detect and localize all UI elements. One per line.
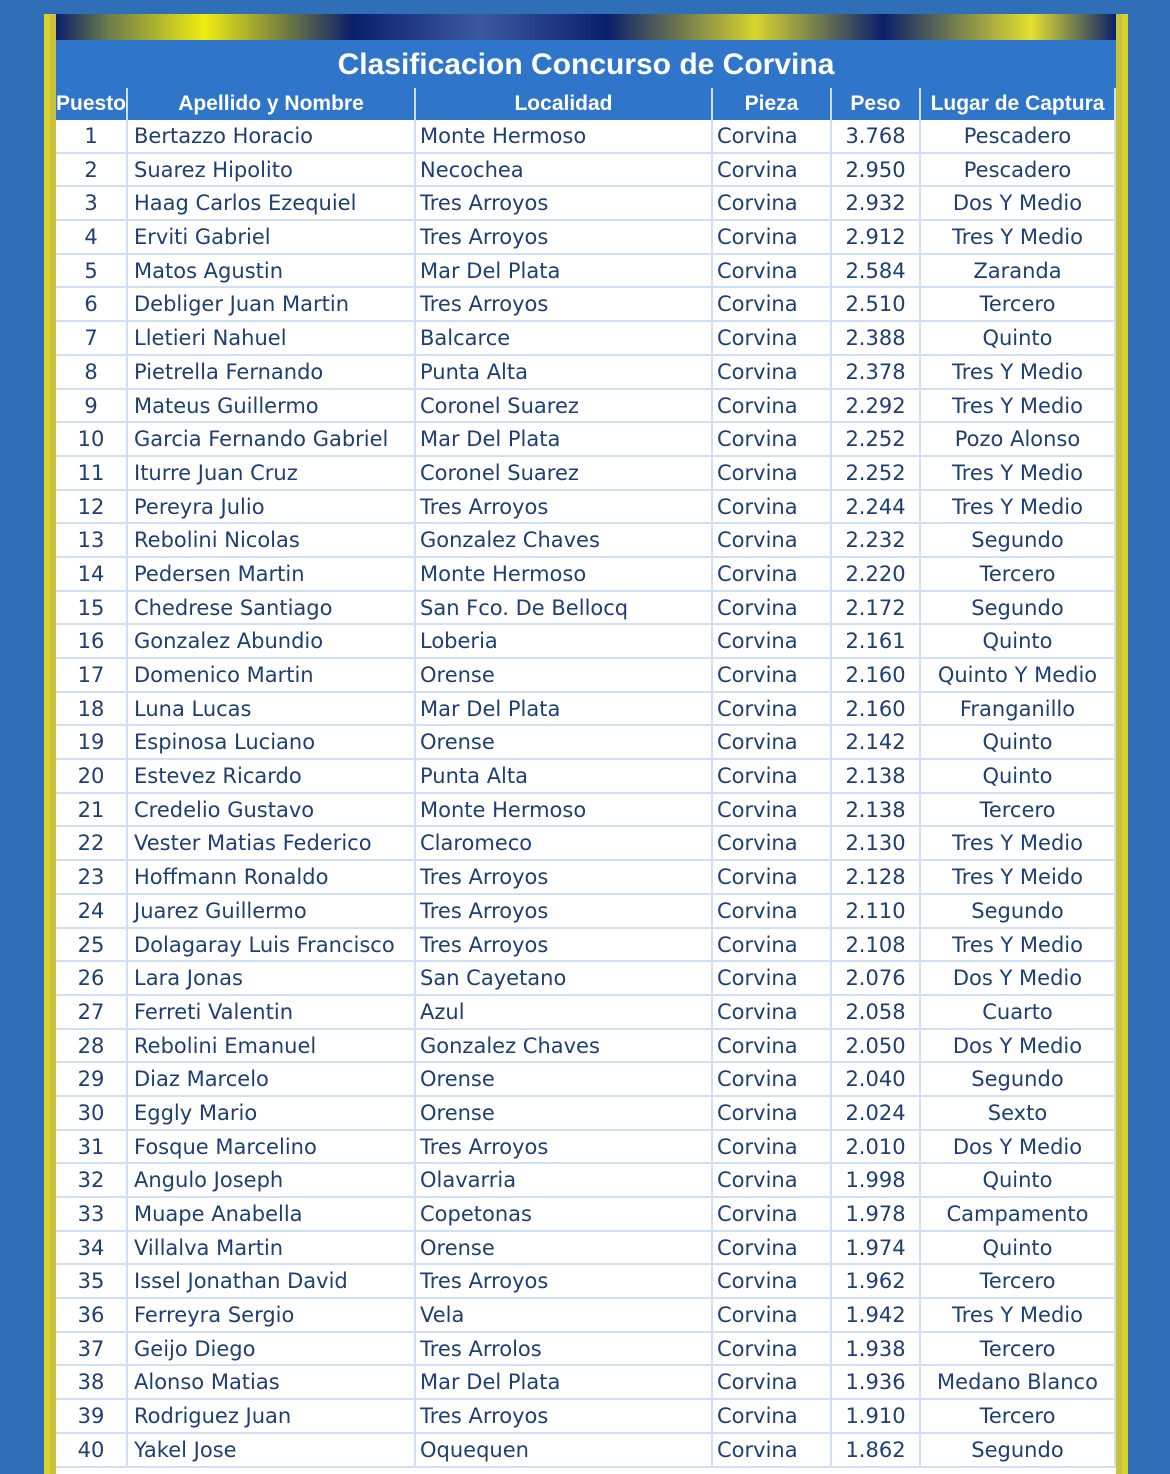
cell-pieza: Corvina — [713, 255, 832, 287]
cell-localidad: Tres Arroyos — [416, 861, 713, 893]
cell-peso: 2.912 — [832, 221, 921, 253]
cell-peso: 2.932 — [832, 187, 921, 219]
cell-puesto: 40 — [56, 1434, 128, 1466]
cell-pieza: Corvina — [713, 592, 832, 624]
cell-peso: 1.862 — [832, 1434, 921, 1466]
cell-localidad: Gonzalez Chaves — [416, 1030, 713, 1062]
cell-puesto: 16 — [56, 625, 128, 657]
cell-pieza: Corvina — [713, 962, 832, 994]
cell-nombre: Domenico Martin — [128, 659, 416, 691]
cell-lugar: Segundo — [921, 1063, 1116, 1095]
cell-pieza: Corvina — [713, 1030, 832, 1062]
cell-nombre: Matos Agustin — [128, 255, 416, 287]
cell-peso: 2.040 — [832, 1063, 921, 1095]
cell-lugar: Dos Y Medio — [921, 187, 1116, 219]
cell-nombre: Alonso Matias — [128, 1366, 416, 1398]
cell-lugar: Pescadero — [921, 154, 1116, 186]
cell-localidad: Loberia — [416, 625, 713, 657]
cell-nombre: Luna Lucas — [128, 693, 416, 725]
table-row — [56, 625, 1116, 659]
cell-lugar: Cuarto — [921, 996, 1116, 1028]
cell-peso: 2.110 — [832, 895, 921, 927]
header-nombre: Apellido y Nombre — [128, 88, 416, 120]
cell-puesto: 14 — [56, 558, 128, 590]
cell-puesto: 17 — [56, 659, 128, 691]
cell-puesto: 10 — [56, 423, 128, 455]
cell-peso: 2.138 — [832, 760, 921, 792]
cell-localidad: San Cayetano — [416, 962, 713, 994]
cell-localidad: Mar Del Plata — [416, 1366, 713, 1398]
table-row — [56, 322, 1116, 356]
header-localidad: Localidad — [416, 88, 713, 120]
cell-peso: 2.058 — [832, 996, 921, 1028]
cell-pieza: Corvina — [713, 558, 832, 590]
cell-peso: 2.128 — [832, 861, 921, 893]
cell-puesto: 24 — [56, 895, 128, 927]
cell-peso: 2.160 — [832, 693, 921, 725]
cell-peso: 2.138 — [832, 794, 921, 826]
cell-puesto: 2 — [56, 154, 128, 186]
cell-peso: 2.232 — [832, 524, 921, 556]
cell-nombre: Yakel Jose — [128, 1434, 416, 1466]
cell-nombre: Erviti Gabriel — [128, 221, 416, 253]
header-peso: Peso — [832, 88, 921, 120]
cell-localidad: Orense — [416, 1063, 713, 1095]
table-row — [56, 1333, 1116, 1367]
cell-localidad: Monte Hermoso — [416, 558, 713, 590]
cell-localidad: Gonzalez Chaves — [416, 524, 713, 556]
cell-lugar: Franganillo — [921, 693, 1116, 725]
cell-pieza: Corvina — [713, 120, 832, 152]
decorative-gradient-bar — [56, 14, 1116, 40]
table-row — [56, 794, 1116, 828]
cell-localidad: Punta Alta — [416, 760, 713, 792]
cell-nombre: Rodriguez Juan — [128, 1400, 416, 1432]
table-row — [56, 693, 1116, 727]
cell-nombre: Haag Carlos Ezequiel — [128, 187, 416, 219]
cell-lugar: Quinto — [921, 726, 1116, 758]
cell-puesto: 27 — [56, 996, 128, 1028]
cell-puesto: 22 — [56, 827, 128, 859]
cell-peso: 2.252 — [832, 457, 921, 489]
cell-pieza: Corvina — [713, 491, 832, 523]
cell-peso: 1.978 — [832, 1198, 921, 1230]
cell-nombre: Garcia Fernando Gabriel — [128, 423, 416, 455]
header-lugar: Lugar de Captura — [921, 88, 1116, 120]
cell-pieza: Corvina — [713, 1434, 832, 1466]
cell-peso: 2.161 — [832, 625, 921, 657]
cell-peso: 2.160 — [832, 659, 921, 691]
cell-nombre: Debliger Juan Martin — [128, 288, 416, 320]
cell-localidad: Tres Arroyos — [416, 1265, 713, 1297]
cell-lugar: Quinto — [921, 760, 1116, 792]
table-row — [56, 221, 1116, 255]
cell-lugar: Tercero — [921, 1333, 1116, 1365]
cell-localidad: Oquequen — [416, 1434, 713, 1466]
cell-pieza: Corvina — [713, 356, 832, 388]
table-container — [56, 14, 1116, 1474]
cell-peso: 2.130 — [832, 827, 921, 859]
cell-peso: 1.998 — [832, 1164, 921, 1196]
cell-localidad: Tres Arroyos — [416, 288, 713, 320]
cell-pieza: Corvina — [713, 423, 832, 455]
cell-pieza: Corvina — [713, 929, 832, 961]
cell-nombre: Lara Jonas — [128, 962, 416, 994]
cell-puesto: 29 — [56, 1063, 128, 1095]
cell-pieza: Corvina — [713, 827, 832, 859]
cell-lugar: Tercero — [921, 558, 1116, 590]
table-row — [56, 760, 1116, 794]
cell-pieza: Corvina — [713, 861, 832, 893]
cell-pieza: Corvina — [713, 288, 832, 320]
cell-localidad: Coronel Suarez — [416, 457, 713, 489]
cell-lugar: Quinto — [921, 322, 1116, 354]
cell-pieza: Corvina — [713, 1299, 832, 1331]
cell-pieza: Corvina — [713, 1265, 832, 1297]
cell-localidad: Tres Arroyos — [416, 1131, 713, 1163]
header-pieza: Pieza — [713, 88, 832, 120]
cell-peso: 2.950 — [832, 154, 921, 186]
table-row — [56, 1131, 1116, 1165]
table-row — [56, 558, 1116, 592]
cell-puesto: 1 — [56, 120, 128, 152]
cell-lugar: Campamento — [921, 1198, 1116, 1230]
cell-puesto: 20 — [56, 760, 128, 792]
table-row — [56, 1063, 1116, 1097]
table-row — [56, 154, 1116, 188]
cell-pieza: Corvina — [713, 1063, 832, 1095]
cell-localidad: Mar Del Plata — [416, 255, 713, 287]
cell-pieza: Corvina — [713, 390, 832, 422]
cell-nombre: Eggly Mario — [128, 1097, 416, 1129]
cell-localidad: Claromeco — [416, 827, 713, 859]
cell-localidad: Coronel Suarez — [416, 390, 713, 422]
cell-lugar: Segundo — [921, 1434, 1116, 1466]
cell-localidad: Tres Arroyos — [416, 895, 713, 927]
cell-lugar: Sexto — [921, 1097, 1116, 1129]
cell-nombre: Lletieri Nahuel — [128, 322, 416, 354]
cell-nombre: Issel Jonathan David — [128, 1265, 416, 1297]
cell-pieza: Corvina — [713, 1400, 832, 1432]
cell-localidad: Orense — [416, 1232, 713, 1264]
cell-localidad: Monte Hermoso — [416, 120, 713, 152]
cell-puesto: 5 — [56, 255, 128, 287]
cell-localidad: Vela — [416, 1299, 713, 1331]
cell-lugar: Quinto — [921, 1164, 1116, 1196]
table-row — [56, 1232, 1116, 1266]
cell-nombre: Iturre Juan Cruz — [128, 457, 416, 489]
cell-peso: 2.584 — [832, 255, 921, 287]
cell-pieza: Corvina — [713, 1333, 832, 1365]
cell-lugar: Quinto Y Medio — [921, 659, 1116, 691]
table-frame — [44, 14, 1128, 1474]
cell-lugar: Pescadero — [921, 120, 1116, 152]
table-row — [56, 1366, 1116, 1400]
cell-peso: 1.974 — [832, 1232, 921, 1264]
table-row — [56, 423, 1116, 457]
cell-puesto: 25 — [56, 929, 128, 961]
cell-nombre: Espinosa Luciano — [128, 726, 416, 758]
cell-lugar: Tres Y Medio — [921, 457, 1116, 489]
cell-peso: 2.388 — [832, 322, 921, 354]
cell-lugar: Tercero — [921, 1400, 1116, 1432]
cell-peso: 1.910 — [832, 1400, 921, 1432]
cell-peso: 2.172 — [832, 592, 921, 624]
cell-puesto: 30 — [56, 1097, 128, 1129]
cell-lugar: Segundo — [921, 524, 1116, 556]
cell-puesto: 18 — [56, 693, 128, 725]
cell-pieza: Corvina — [713, 625, 832, 657]
cell-puesto: 15 — [56, 592, 128, 624]
cell-nombre: Chedrese Santiago — [128, 592, 416, 624]
table-row — [56, 255, 1116, 289]
table-row — [56, 1299, 1116, 1333]
cell-pieza: Corvina — [713, 693, 832, 725]
cell-pieza: Corvina — [713, 996, 832, 1028]
cell-pieza: Corvina — [713, 1198, 832, 1230]
cell-localidad: Orense — [416, 1097, 713, 1129]
cell-lugar: Tercero — [921, 1265, 1116, 1297]
cell-puesto: 6 — [56, 288, 128, 320]
table-row — [56, 457, 1116, 491]
table-row — [56, 1434, 1116, 1468]
cell-peso: 2.108 — [832, 929, 921, 961]
cell-peso: 3.768 — [832, 120, 921, 152]
cell-puesto: 3 — [56, 187, 128, 219]
cell-nombre: Fosque Marcelino — [128, 1131, 416, 1163]
cell-lugar: Pozo Alonso — [921, 423, 1116, 455]
cell-localidad: Tres Arroyos — [416, 929, 713, 961]
table-row — [56, 390, 1116, 424]
cell-nombre: Villalva Martin — [128, 1232, 416, 1264]
cell-lugar: Tres Y Medio — [921, 929, 1116, 961]
cell-lugar: Segundo — [921, 895, 1116, 927]
cell-puesto: 7 — [56, 322, 128, 354]
cell-pieza: Corvina — [713, 1366, 832, 1398]
cell-pieza: Corvina — [713, 154, 832, 186]
table-row — [56, 1164, 1116, 1198]
cell-nombre: Dolagaray Luis Francisco — [128, 929, 416, 961]
cell-puesto: 21 — [56, 794, 128, 826]
cell-puesto: 23 — [56, 861, 128, 893]
cell-nombre: Pedersen Martin — [128, 558, 416, 590]
cell-lugar: Tres Y Medio — [921, 1299, 1116, 1331]
cell-nombre: Juarez Guillermo — [128, 895, 416, 927]
table-row — [56, 827, 1116, 861]
cell-nombre: Ferreti Valentin — [128, 996, 416, 1028]
cell-lugar: Zaranda — [921, 255, 1116, 287]
table-row — [56, 120, 1116, 154]
frame-border-left — [44, 14, 50, 1474]
cell-nombre: Estevez Ricardo — [128, 760, 416, 792]
cell-lugar: Quinto — [921, 625, 1116, 657]
cell-nombre: Rebolini Nicolas — [128, 524, 416, 556]
table-row — [56, 491, 1116, 525]
cell-pieza: Corvina — [713, 1097, 832, 1129]
cell-puesto: 28 — [56, 1030, 128, 1062]
table-row — [56, 1097, 1116, 1131]
cell-puesto: 12 — [56, 491, 128, 523]
cell-peso: 2.010 — [832, 1131, 921, 1163]
cell-peso: 2.510 — [832, 288, 921, 320]
cell-puesto: 38 — [56, 1366, 128, 1398]
table-body — [56, 120, 1116, 1468]
cell-puesto: 11 — [56, 457, 128, 489]
cell-lugar: Tres Y Medio — [921, 491, 1116, 523]
cell-nombre: Geijo Diego — [128, 1333, 416, 1365]
cell-localidad: Monte Hermoso — [416, 794, 713, 826]
table-row — [56, 726, 1116, 760]
page-title: Clasificacion Concurso de Corvina — [56, 40, 1116, 90]
cell-lugar: Dos Y Medio — [921, 1131, 1116, 1163]
cell-localidad: Necochea — [416, 154, 713, 186]
cell-lugar: Tercero — [921, 288, 1116, 320]
table-row — [56, 1265, 1116, 1299]
cell-peso: 2.292 — [832, 390, 921, 422]
cell-puesto: 31 — [56, 1131, 128, 1163]
cell-nombre: Hoffmann Ronaldo — [128, 861, 416, 893]
table-row — [56, 1400, 1116, 1434]
cell-pieza: Corvina — [713, 524, 832, 556]
table-row — [56, 356, 1116, 390]
cell-pieza: Corvina — [713, 1131, 832, 1163]
cell-nombre: Mateus Guillermo — [128, 390, 416, 422]
cell-puesto: 36 — [56, 1299, 128, 1331]
header-puesto: Puesto — [56, 88, 128, 120]
table-row — [56, 895, 1116, 929]
cell-nombre: Gonzalez Abundio — [128, 625, 416, 657]
table-row — [56, 187, 1116, 221]
cell-pieza: Corvina — [713, 895, 832, 927]
cell-lugar: Dos Y Medio — [921, 1030, 1116, 1062]
table-row — [56, 592, 1116, 626]
cell-localidad: Punta Alta — [416, 356, 713, 388]
cell-peso: 1.936 — [832, 1366, 921, 1398]
cell-peso: 2.142 — [832, 726, 921, 758]
cell-localidad: Olavarria — [416, 1164, 713, 1196]
cell-puesto: 33 — [56, 1198, 128, 1230]
cell-nombre: Vester Matias Federico — [128, 827, 416, 859]
table-row — [56, 929, 1116, 963]
table-row — [56, 861, 1116, 895]
table-row — [56, 962, 1116, 996]
cell-puesto: 26 — [56, 962, 128, 994]
cell-nombre: Muape Anabella — [128, 1198, 416, 1230]
cell-pieza: Corvina — [713, 794, 832, 826]
cell-peso: 2.252 — [832, 423, 921, 455]
cell-pieza: Corvina — [713, 322, 832, 354]
cell-localidad: Tres Arroyos — [416, 1400, 713, 1432]
table-row — [56, 1198, 1116, 1232]
cell-peso: 2.220 — [832, 558, 921, 590]
cell-localidad: Tres Arroyos — [416, 187, 713, 219]
cell-localidad: Tres Arroyos — [416, 221, 713, 253]
cell-pieza: Corvina — [713, 187, 832, 219]
cell-nombre: Bertazzo Horacio — [128, 120, 416, 152]
table-row — [56, 1030, 1116, 1064]
cell-lugar: Tres Y Medio — [921, 356, 1116, 388]
cell-puesto: 39 — [56, 1400, 128, 1432]
cell-lugar: Tres Y Medio — [921, 221, 1116, 253]
cell-pieza: Corvina — [713, 221, 832, 253]
cell-localidad: Balcarce — [416, 322, 713, 354]
table-row — [56, 524, 1116, 558]
cell-peso: 2.378 — [832, 356, 921, 388]
cell-localidad: Orense — [416, 659, 713, 691]
cell-peso: 1.962 — [832, 1265, 921, 1297]
table-row — [56, 659, 1116, 693]
cell-lugar: Segundo — [921, 592, 1116, 624]
cell-lugar: Tres Y Meido — [921, 861, 1116, 893]
cell-nombre: Pereyra Julio — [128, 491, 416, 523]
cell-nombre: Credelio Gustavo — [128, 794, 416, 826]
table-row — [56, 288, 1116, 322]
cell-peso: 1.942 — [832, 1299, 921, 1331]
cell-peso: 2.076 — [832, 962, 921, 994]
cell-puesto: 32 — [56, 1164, 128, 1196]
cell-nombre: Pietrella Fernando — [128, 356, 416, 388]
cell-localidad: Orense — [416, 726, 713, 758]
cell-peso: 2.050 — [832, 1030, 921, 1062]
cell-localidad: Mar Del Plata — [416, 693, 713, 725]
cell-peso: 2.244 — [832, 491, 921, 523]
cell-localidad: Azul — [416, 996, 713, 1028]
cell-puesto: 4 — [56, 221, 128, 253]
cell-lugar: Tres Y Medio — [921, 390, 1116, 422]
cell-localidad: San Fco. De Bellocq — [416, 592, 713, 624]
cell-lugar: Medano Blanco — [921, 1366, 1116, 1398]
cell-nombre: Suarez Hipolito — [128, 154, 416, 186]
cell-pieza: Corvina — [713, 457, 832, 489]
cell-pieza: Corvina — [713, 726, 832, 758]
cell-localidad: Tres Arrolos — [416, 1333, 713, 1365]
cell-lugar: Tres Y Medio — [921, 827, 1116, 859]
cell-nombre: Angulo Joseph — [128, 1164, 416, 1196]
cell-lugar: Quinto — [921, 1232, 1116, 1264]
cell-puesto: 8 — [56, 356, 128, 388]
cell-lugar: Tercero — [921, 794, 1116, 826]
table-header — [56, 88, 1116, 120]
frame-border-right — [1122, 14, 1128, 1474]
cell-pieza: Corvina — [713, 1164, 832, 1196]
cell-puesto: 13 — [56, 524, 128, 556]
cell-puesto: 9 — [56, 390, 128, 422]
cell-nombre: Ferreyra Sergio — [128, 1299, 416, 1331]
cell-nombre: Diaz Marcelo — [128, 1063, 416, 1095]
cell-pieza: Corvina — [713, 659, 832, 691]
cell-peso: 2.024 — [832, 1097, 921, 1129]
cell-puesto: 19 — [56, 726, 128, 758]
cell-pieza: Corvina — [713, 1232, 832, 1264]
cell-pieza: Corvina — [713, 760, 832, 792]
cell-peso: 1.938 — [832, 1333, 921, 1365]
cell-lugar: Dos Y Medio — [921, 962, 1116, 994]
cell-puesto: 35 — [56, 1265, 128, 1297]
cell-puesto: 34 — [56, 1232, 128, 1264]
cell-puesto: 37 — [56, 1333, 128, 1365]
cell-nombre: Rebolini Emanuel — [128, 1030, 416, 1062]
cell-localidad: Mar Del Plata — [416, 423, 713, 455]
cell-localidad: Copetonas — [416, 1198, 713, 1230]
cell-localidad: Tres Arroyos — [416, 491, 713, 523]
table-row — [56, 996, 1116, 1030]
